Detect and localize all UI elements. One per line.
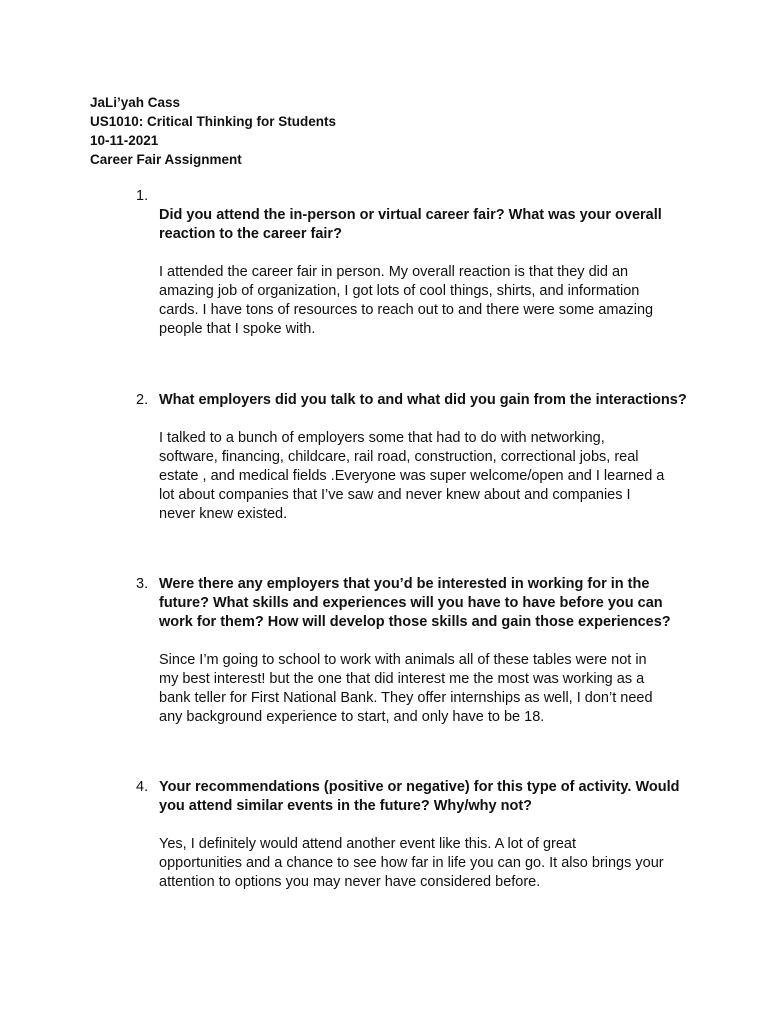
answer-text: I talked to a bunch of employers some that had to do with networking, software, financing, childcare, rail road, construction, correctional jobs, real estate , and medical fields .Everyone was super welcome/open and I learned a lot about companies that I’ve saw and never knew about and companies I never knew existed. <box>159 430 665 522</box>
question-number: 4. <box>136 779 149 795</box>
question-item-2 <box>136 391 696 524</box>
question-item-3 <box>136 575 696 727</box>
assignment-date: 10-11-2021 <box>90 133 159 148</box>
question-item-1 <box>136 187 696 339</box>
question-item-4 <box>136 778 696 892</box>
question-text: Were there any employers that you’d be interested in working for in the future? What skills and experiences will you have to have before you can work for them? How will develop those skills and gain those experiences? <box>159 576 671 630</box>
question-number: 3. <box>136 576 149 592</box>
question-text: Did you attend the in-person or virtual career fair? What was your overall reaction to the career fair? <box>159 207 662 242</box>
question-number: 1. <box>136 188 149 204</box>
assignment-title: Career Fair Assignment <box>90 152 242 167</box>
question-text: Your recommendations (positive or negative) for this type of activity. Would you attend similar events in the future? Why/why not? <box>159 779 680 814</box>
question-number: 2. <box>136 392 149 408</box>
course-title: US1010: Critical Thinking for Students <box>90 114 337 129</box>
document-header <box>90 93 336 169</box>
answer-text: I attended the career fair in person. My overall reaction is that they did an amazing job of organization, I got lots of cool things, shirts, and information cards. I have tons of resources to reach out to and there were some amazing people that I spoke with. <box>159 264 654 337</box>
answer-text: Yes, I definitely would attend another event like this. A lot of great opportunities and a chance to see how far in life you can go. It also brings your attention to options you may never have considered before. <box>159 836 664 890</box>
answer-text: Since I’m going to school to work with animals all of these tables were not in my best interest! but the one that did interest me the most was working as a bank teller for First National Bank. They offer internships as well, I don’t need any background experience to start, and only have to be 18. <box>159 652 653 725</box>
student-name: JaLi’yah Cass <box>90 95 181 110</box>
question-text: What employers did you talk to and what did you gain from the interactions? <box>159 392 687 408</box>
